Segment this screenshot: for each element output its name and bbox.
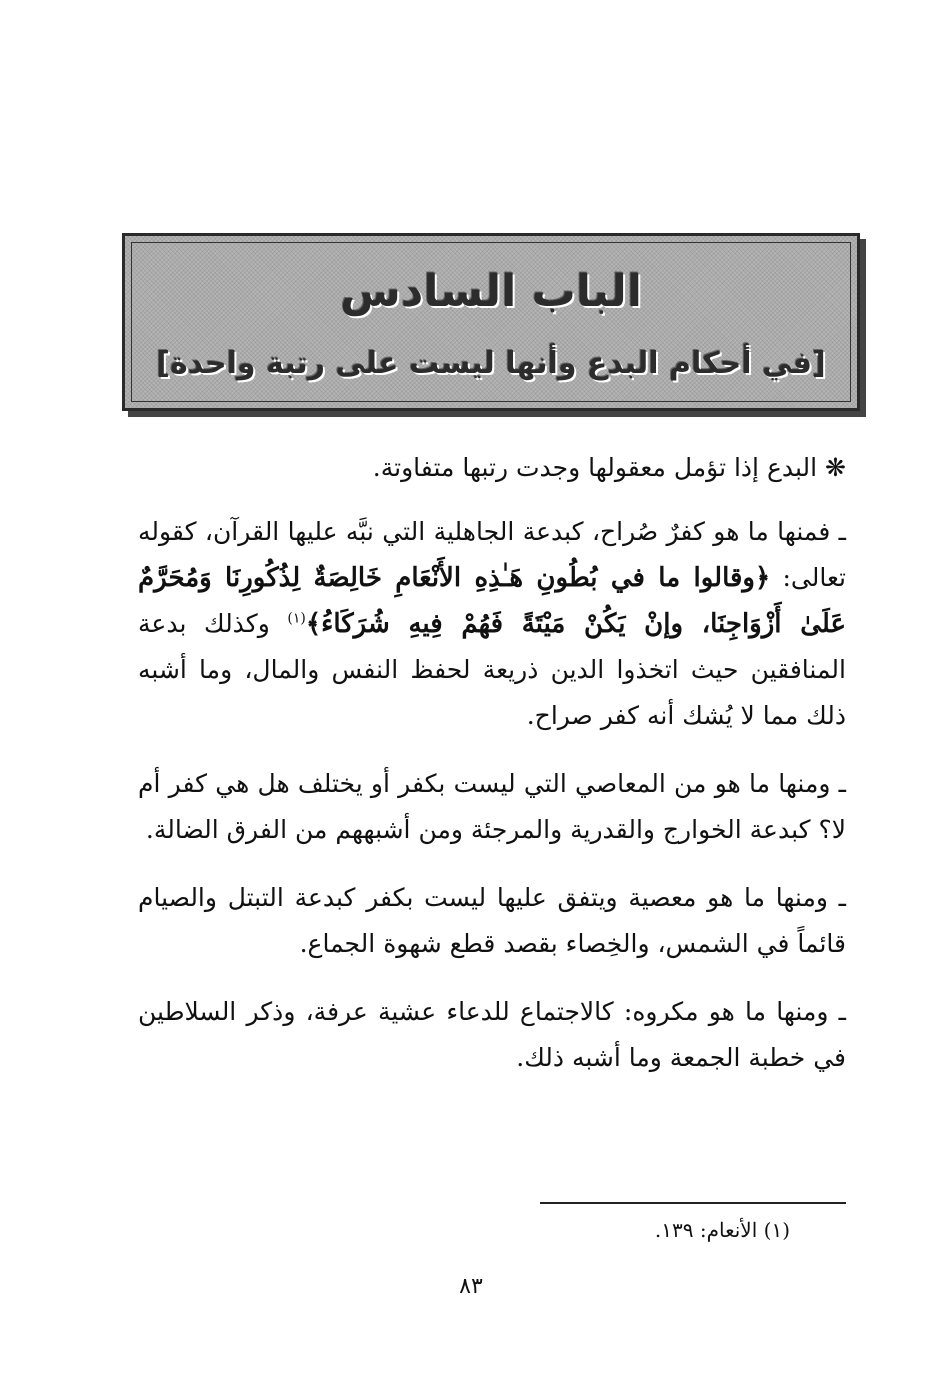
paragraph-3: ـ ومنها ما هو معصية ويتفق عليها ليست بكفر كبدعة التبتل والصيام قائماً في الشمس، والخِصاء بقصد قطع شهوة الجماع. (138, 883, 846, 958)
chapter-subtitle: [في أحكام البدع وأنها ليست على رتبة واحدة] (156, 346, 826, 381)
paragraph-1-text-start: ـ فمنها ما هو كفرٌ صُراح، كبدعة الجاهلية التي نبَّه عليها القرآن، كقوله تعالى: (138, 517, 846, 592)
paragraph-1 (138, 509, 846, 739)
footnote-marker: (١) (287, 610, 306, 627)
main-text (138, 445, 846, 1103)
paragraph-2: ـ ومنها ما هو من المعاصي التي ليست بكفر أو يختلف هل هي كفر أم لا؟ كبدعة الخوارج والقدرية والمرجئة ومن أشبههم من الفرق الضالة. (138, 769, 846, 844)
paragraph-1-text-end: وكذلك بدعة المنافقين حيث اتخذوا الدين ذريعة لحفظ النفس والمال، وما أشبه ذلك مما لا يُشك أنه كفر صراح. (138, 609, 846, 730)
paragraph-4: ـ ومنها ما هو مكروه: كالاجتماع للدعاء عشية عرفة، وذكر السلاطين في خطبة الجمعة وما أشبه ذلك. (138, 997, 846, 1072)
page-number: ٨٣ (459, 1274, 483, 1299)
chapter-title-box (122, 233, 860, 411)
footnote: (١) الأنعام: ١٣٩. (654, 1218, 790, 1242)
footnote-divider (540, 1202, 846, 1204)
chapter-title: الباب السادس (340, 266, 642, 317)
intro-paragraph: ❋ البدع إذا تؤمل معقولها وجدت رتبها متفاوتة. (372, 453, 846, 482)
quran-verse: ﴿وقالوا ما في بُطُونِ هَـٰذِهِ الأَنْعَامِ خَالِصَةٌ لِذُكُورِنَا وَمُحَرَّمٌ عَلَىٰ أَزْوَاجِنَا، وإنْ يَكُنْ مَيْتَةً فَهُمْ فِيهِ شُرَكَاءُ﴾ (138, 563, 846, 639)
